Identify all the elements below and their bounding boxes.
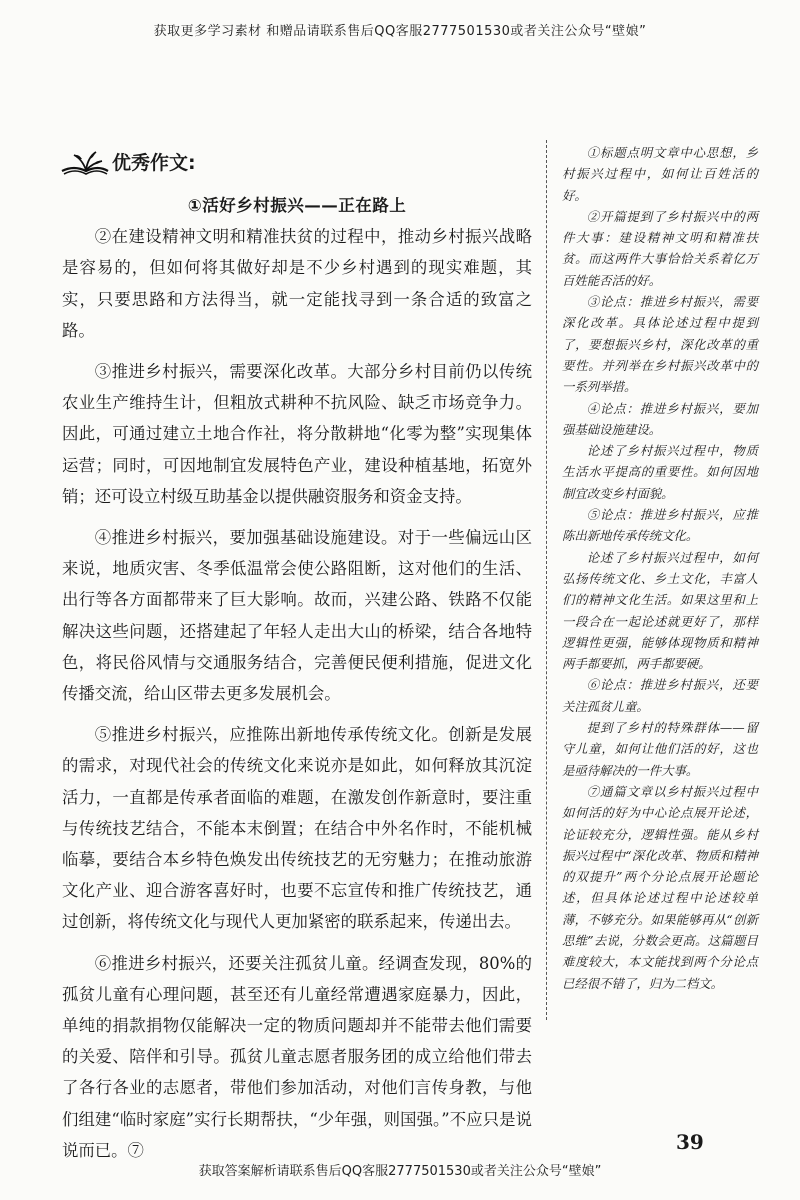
book-plant-icon <box>60 149 110 175</box>
annotation-note: ②开篇提到了乡村振兴中的两件大事：建设精神文明和精准扶贫。而这两件大事恰恰关系着亿万百姓能否活的好。 <box>562 208 758 288</box>
annotation-column <box>562 142 758 994</box>
annotation-note: ⑤论点：推进乡村振兴，应推陈出新地传承传统文化。 <box>562 507 758 544</box>
essay <box>62 190 532 1176</box>
essay-paragraph: ⑤推进乡村振兴，应推陈出新地传承传统文化。创新是发展的需求，对现代社会的传统文化来说亦是如此，如何释放其沉淀活力，一直都是传承者面临的难题，在激发创作新意时，要注重与传统技艺结合，不能本末倒置；在结合中外名作时，不能机械临摹，要结合本乡特色焕发出传统技艺的无穷魅力；在推动旅游文化产业、迎合游客喜好时，也要不忘宣传和推广传统技艺，通过创新，将传统文化与现代人更加紧密的联系起来，传递出去。 <box>62 725 532 932</box>
essay-paragraph: ⑥推进乡村振兴，还要关注孤贫儿童。经调查发现，80%的孤贫儿童有心理问题，甚至还有儿童经常遭遇家庭暴力，因此，单纯的捐款捐物仅能解决一定的物质问题却并不能带去他们需要的关爱、陪伴和引导。孤贫儿童志愿者服务团的成立给他们带去了各行各业的志愿者，带他们参加活动，对他们言传身教，与他们组建“临时家庭”实行长期帮扶，“少年强，则国强。”不应只是说说而已。⑦ <box>62 953 532 1160</box>
annotation-note: ①标题点明文章中心思想，乡村振兴过程中，如何让百姓活的好。 <box>562 145 758 203</box>
annotation-note: ④论点：推进乡村振兴，要加强基础设施建设。 <box>562 400 758 437</box>
annotation-note: ⑥论点：推进乡村振兴，还要关注孤贫儿童。 <box>562 677 758 714</box>
annotation-note: 论述了乡村振兴过程中，如何弘扬传统文化、乡土文化，丰富人们的精神文化生活。如果这里和上一段合在一起论述就更好了，那样逻辑性更强，能够体现物质和精神两手都要抓，两手都要硬。 <box>562 549 758 672</box>
essay-title: ①活好乡村振兴——正在路上 <box>187 196 407 215</box>
section-header-label: 优秀作文: <box>112 152 196 174</box>
essay-paragraph: ②在建设精神文明和精准扶贫的过程中，推动乡村振兴战略是容易的，但如何将其做好却是不少乡村遇到的现实难题，其实，只要思路和方法得当，就一定能找寻到一条合适的致富之路。 <box>62 227 532 340</box>
essay-paragraph: ③推进乡村振兴，需要深化改革。大部分乡村目前仍以传统农业生产维持生计，但粗放式耕种不抗风险、缺乏市场竞争力。因此，可通过建立土地合作社，将分散耕地“化零为整”实现集体运营；同时，可因地制宜发展特色产业，建设种植基地，拓宽外销；还可设立村级互助基金以提供融资服务和资金支持。 <box>62 362 532 506</box>
column-divider <box>546 140 547 1020</box>
top-banner: 获取更多学习素材 和赠品请联系售后QQ客服2777501530或者关注公众号“壁娘” <box>153 24 647 39</box>
bottom-banner: 获取答案解析请联系售后QQ客服2777501530或者关注公众号“壁娘” <box>198 1164 602 1179</box>
annotation-note: 论述了乡村振兴过程中，物质生活水平提高的重要性。如何因地制宜改变乡村面貌。 <box>562 443 758 501</box>
annotation-note: ③论点：推进乡村振兴，需要深化改革。具体论述过程中提到了，要想振兴乡村，深化改革的重要性。并列举在乡村振兴改革中的一系列举措。 <box>562 294 758 395</box>
section-header <box>60 148 196 175</box>
annotation-note: 提到了乡村的特殊群体——留守儿童，如何让他们活的好，这也是亟待解决的一件大事。 <box>562 720 758 778</box>
essay-paragraph: ④推进乡村振兴，要加强基础设施建设。对于一些偏远山区来说，地质灾害、冬季低温常会使公路阻断，这对他们的生活、出行等各方面都带来了巨大影响。故而，兴建公路、铁路不仅能解决这些问题，还搭建起了年轻人走出大山的桥梁，结合各地特色，将民俗风情与交通服务结合，完善便民便利措施，促进文化传播交流，给山区带去更多发展机会。 <box>62 528 532 704</box>
annotation-note: ⑦通篇文章以乡村振兴过程中如何活的好为中心论点展开论述，论证较充分，逻辑性强。能从乡村振兴过程中“深化改革、物质和精神的双提升”两个分论点展开论题论述，但具体论述过程中论述较单薄，不够充分。如果能够再从“创新思维”去说，分数会更高。这篇题目难度较大，本文能找到两个分论点已经很不错了，归为二档文。 <box>562 783 758 991</box>
page-number: 39 <box>676 1130 704 1154</box>
